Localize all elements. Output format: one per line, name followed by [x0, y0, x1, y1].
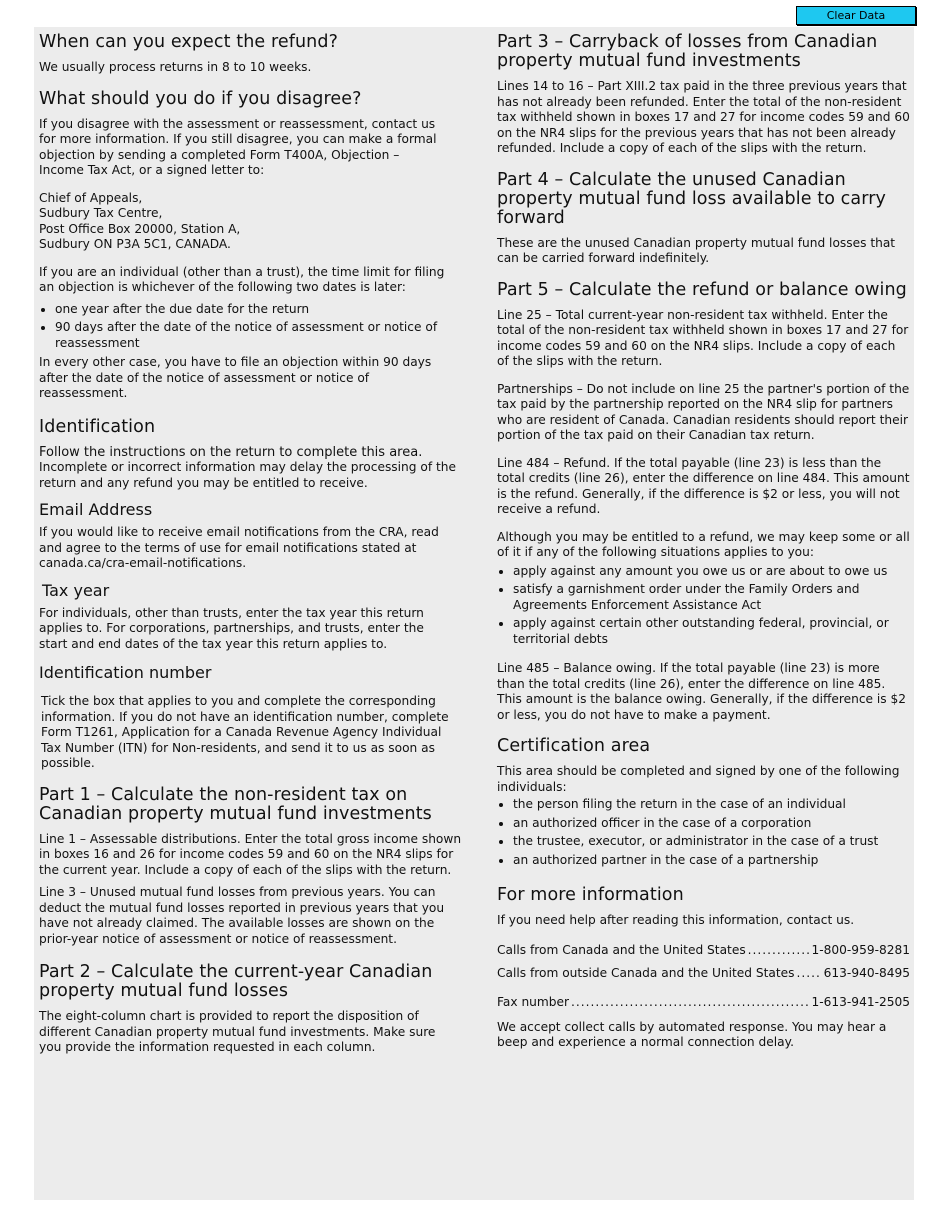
- identification-text: [39, 445, 464, 492]
- contact-label: Fax number: [497, 994, 570, 1009]
- limit-list: [39, 302, 464, 352]
- keep-list: [497, 564, 910, 648]
- refund-text: We usually process returns in 8 to 10 weeks.: [39, 60, 312, 74]
- other-case-text: In every other case, you have to file an objection within 90 days after the date of the notice of assessment or notice of reassessment.: [39, 355, 432, 400]
- contact-row-outside: [497, 966, 910, 981]
- list-item: • apply against any amount you owe us or are about to owe us: [513, 564, 910, 580]
- taxyear-text: For individuals, other than trusts, enter the tax year this return applies to. For corporations, partnerships, and trusts, enter the start and end dates of the tax year this return applies to.: [39, 605, 424, 651]
- left-column: [39, 33, 464, 1068]
- address-line: Sudbury ON P3A 5C1, CANADA.: [39, 237, 231, 251]
- identification-heading: Identification: [39, 416, 156, 437]
- leader-dots: [796, 966, 821, 981]
- part5-heading: Part 5 – Calculate the refund or balance owing: [497, 279, 907, 300]
- list-item: • apply against certain other outstanding federal, provincial, or territorial debts: [513, 616, 910, 647]
- list-item: • the person filing the return in the case of an individual: [513, 797, 910, 813]
- email-heading: Email Address: [39, 500, 153, 519]
- info-heading: For more information: [497, 885, 684, 905]
- contact-label: Calls from outside Canada and the United States: [497, 965, 795, 980]
- contact-label: Calls from Canada and the United States: [497, 942, 746, 957]
- idnum-heading: Identification number: [39, 663, 212, 682]
- identification-lead: Follow the instructions on the return to complete this area.: [39, 444, 423, 460]
- cert-heading: Certification area: [497, 736, 651, 756]
- disagree-text: If you disagree with the assessment or reassessment, contact us for more information. If you still disagree, you can make a formal objection by sending a completed Form T400A, Objection – Income Tax Act, or a signed letter to:: [39, 116, 437, 177]
- part2-heading: Part 2 – Calculate the current-year Canadian property mutual fund losses: [39, 962, 433, 1001]
- address-line: Chief of Appeals,: [39, 190, 143, 205]
- clear-data-button[interactable]: Clear Data: [796, 6, 916, 25]
- address-line: Post Office Box 20000, Station A,: [39, 221, 241, 236]
- line485-text: Line 485 – Balance owing. If the total payable (line 23) is more than the total credits (line 26), enter the difference on line 485. This amount is the balance owing. Generally, if the difference is $2 or less, you do not have to make a payment.: [497, 661, 907, 722]
- right-column: [497, 33, 910, 1063]
- page: [34, 27, 914, 1200]
- list-item: • an authorized partner in the case of a partnership: [513, 853, 910, 869]
- contact-number: 613-940-8495: [823, 965, 910, 980]
- part3-text: Lines 14 to 16 – Part XIII.2 tax paid in the three previous years that has not already been refunded. Enter the total of the non-resident tax withheld shown in boxes 17 and 27 for income codes 59 and 60 on the NR4 slips for the previous years that has not been already refunded. Include a copy of each of the slips with the return.: [497, 79, 910, 155]
- disagree-heading: What should you do if you disagree?: [39, 88, 362, 109]
- part1-heading: Part 1 – Calculate the non-resident tax on Canadian property mutual fund investments: [39, 784, 432, 824]
- line484-text: Line 484 – Refund. If the total payable (line 23) is less than the total credits (line 26), enter the difference on line 484. This amount is the refund. Generally, if the difference is $2 or less, you will not receive a refund.: [497, 455, 910, 516]
- list-item: • an authorized officer in the case of a corporation: [513, 816, 910, 832]
- taxyear-heading: Tax year: [42, 580, 110, 600]
- contact-row-fax: [497, 995, 910, 1010]
- leader-dots: [748, 943, 810, 958]
- partnerships-text: Partnerships – Do not include on line 25 the partner's portion of the tax paid by the partnership reported on the NR4 slip for partners who are resident of Canada. Canadian residents should report their portion of the tax paid on their Canadian tax return.: [497, 381, 910, 442]
- part2-text: The eight-column chart is provided to report the disposition of different Canadian property mutual fund investments. Make sure you provide the information requested in each column.: [39, 1009, 436, 1054]
- list-item: • 90 days after the date of the notice of assessment or notice of reassessment: [55, 320, 464, 351]
- info-text: If you need help after reading this information, contact us.: [497, 913, 855, 927]
- mailing-address: [39, 191, 464, 253]
- contact-number: 1-613-941-2505: [811, 994, 910, 1009]
- part4-heading: Part 4 – Calculate the unused Canadian property mutual fund loss available to carry forward: [497, 169, 886, 228]
- contact-number: 1-800-959-8281: [811, 942, 910, 957]
- address-line: Sudbury Tax Centre,: [39, 206, 163, 220]
- cert-list: [497, 797, 910, 868]
- keep-text: Although you may be entitled to a refund, we may keep some or all of it if any of the following situations applies to you:: [497, 529, 910, 559]
- contact-row-canada: [497, 943, 910, 958]
- list-item: • the trustee, executor, or administrator in the case of a trust: [513, 834, 910, 850]
- list-item: • satisfy a garnishment order under the Family Orders and Agreements Enforcement Assistance Act: [513, 582, 910, 613]
- email-text: If you would like to receive email notifications from the CRA, read and agree to the terms of use for email notifications stated at canada.ca/cra-email-notifications.: [39, 525, 439, 570]
- identification-body: Incomplete or incorrect information may delay the processing of the return and any refund you may be entitled to receive.: [39, 460, 456, 490]
- collect-text: We accept collect calls by automated response. You may hear a beep and experience a normal connection delay.: [497, 1019, 887, 1049]
- part3-heading: Part 3 – Carryback of losses from Canadian property mutual fund investments: [497, 32, 878, 71]
- idnum-text: Tick the box that applies to you and complete the corresponding information. If you do not have an identification number, complete Form T1261, Application for a Canada Revenue Agency Individual Tax Number (ITN) for Non-residents, and send it to us as soon as possible.: [41, 694, 449, 770]
- line25-text: Line 25 – Total current-year non-resident tax withheld. Enter the total of the non-resident tax withheld shown in boxes 17 and 27 for income codes 59 and 60 on the NR4 slips. Include a copy of each of the slips with the return.: [497, 307, 909, 368]
- part4-text: These are the unused Canadian property mutual fund losses that can be carried forward indefinitely.: [497, 235, 896, 265]
- refund-heading: When can you expect the refund?: [39, 32, 338, 52]
- list-item: • one year after the due date for the return: [55, 302, 464, 318]
- part1-line3: Line 3 – Unused mutual fund losses from previous years. You can deduct the mutual fund losses reported in previous years that you have not already claimed. The available losses are shown on the prior-year notice of assessment or notice of reassessment.: [39, 885, 445, 946]
- cert-text: This area should be completed and signed by one of the following individuals:: [497, 764, 900, 794]
- individual-text: If you are an individual (other than a trust), the time limit for filing an objection is whichever of the following two dates is later:: [39, 264, 445, 294]
- leader-dots: [571, 995, 809, 1010]
- part1-line1: Line 1 – Assessable distributions. Enter the total gross income shown in boxes 16 and 26 for income codes 59 and 60 on the NR4 slips for the current year. Include a copy of each of the slips with the return.: [39, 831, 462, 877]
